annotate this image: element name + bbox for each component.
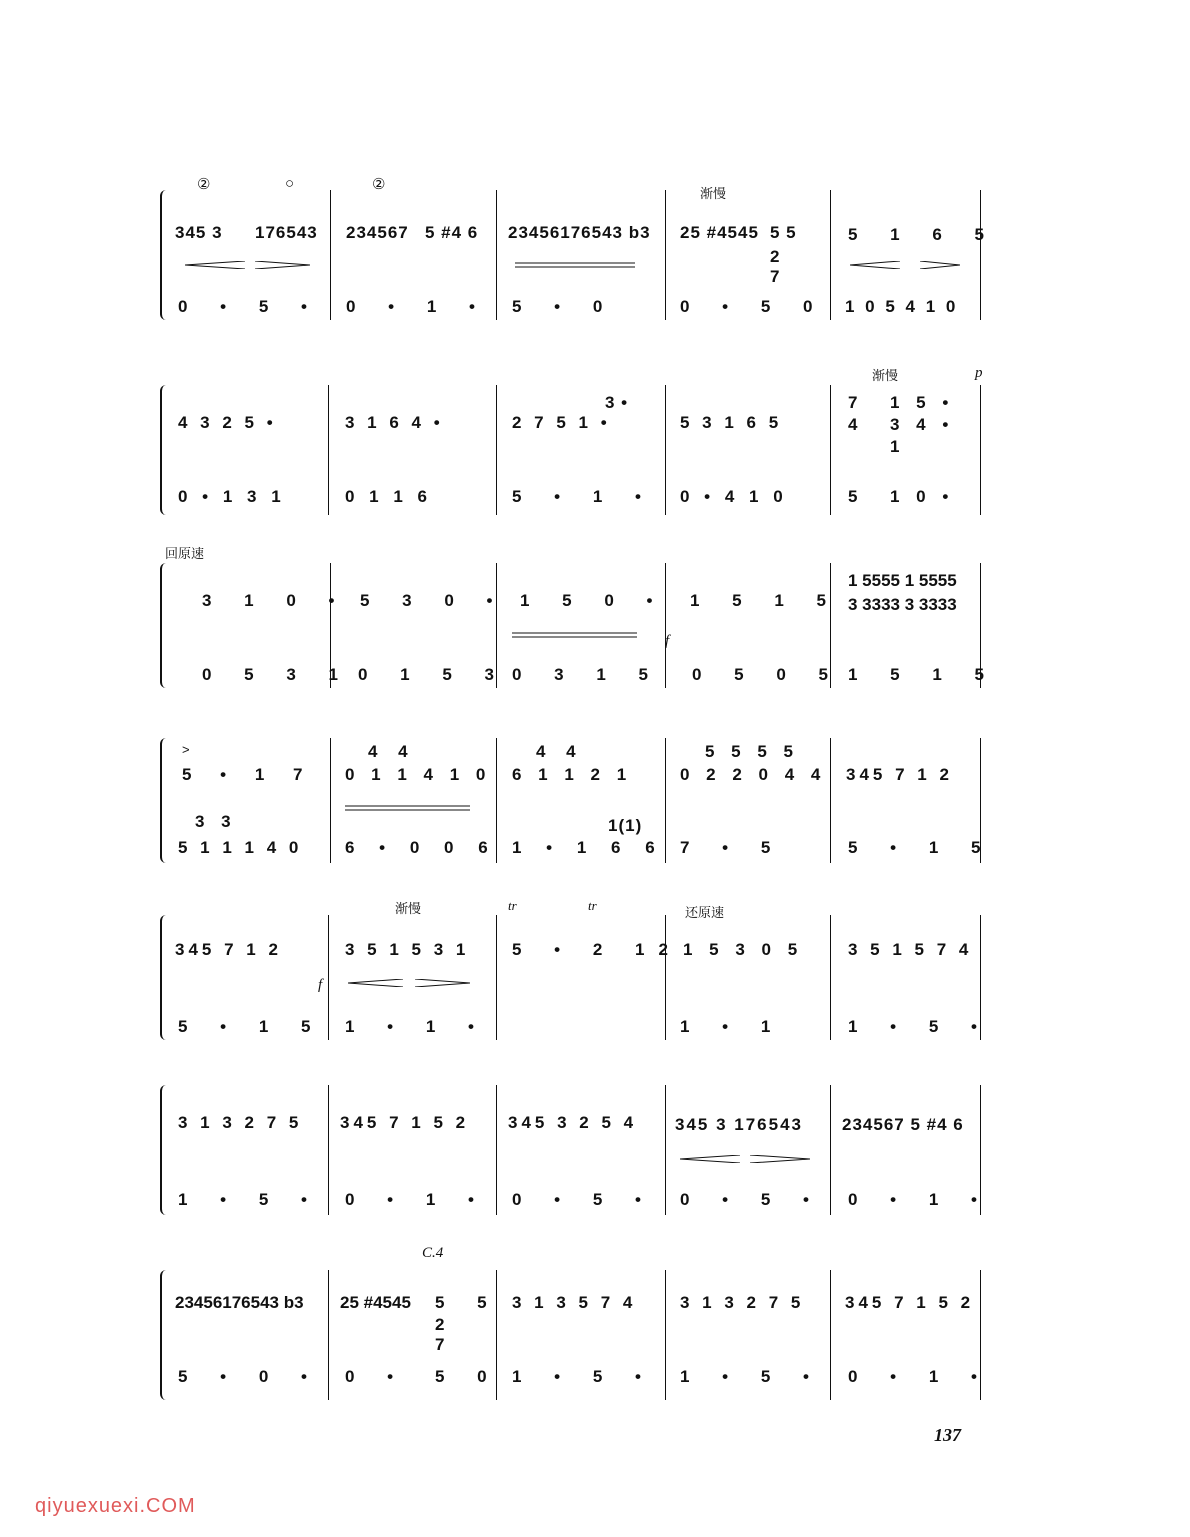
barline <box>665 915 666 1040</box>
lower-notes: 0 • 1 • <box>848 1367 991 1386</box>
upper-notes: 234567 5 #4 6 <box>842 1115 964 1134</box>
upper-notes: 5 3 0 • <box>360 591 507 610</box>
lower-notes: 5 • 0 <box>512 297 617 316</box>
barline <box>830 385 831 515</box>
lower-notes: 1 • 5 • <box>848 1017 991 1036</box>
barline <box>830 915 831 1040</box>
upper-notes: 3 1 3 5 7 4 <box>512 1293 637 1312</box>
lower-notes: 1 • 5 • <box>680 1367 823 1386</box>
inner-notes: 3 4 • <box>890 415 955 434</box>
system-brace <box>160 738 170 863</box>
upper-notes: 5 • 1 7 <box>182 765 315 784</box>
barline <box>330 190 331 320</box>
circle-two-mark: ② <box>372 176 386 193</box>
upper-notes: 3 1 0 • <box>202 591 349 610</box>
lower-notes: 0 1 5 3 <box>358 665 508 684</box>
trill-mark: tr <box>588 898 597 913</box>
tempo-marking: 回原速 <box>165 546 205 561</box>
circle-two-mark: ② <box>197 176 211 193</box>
watermark: qiyuexuexi.COM <box>35 1495 196 1517</box>
inner-notes: 2 <box>770 247 781 266</box>
barline <box>980 190 981 320</box>
lower-notes: 0 3 1 5 <box>512 665 662 684</box>
upper-notes: 345 3 <box>175 223 223 242</box>
upper-notes: 23456176543 b3 <box>175 1293 304 1312</box>
lower-notes: 0 • 5 0 <box>680 297 827 316</box>
barline <box>665 563 666 688</box>
barline <box>830 738 831 863</box>
upper-notes: 1 5 1 5 <box>690 591 840 610</box>
lower-notes: 0 • 5 • <box>512 1190 655 1209</box>
system-brace <box>160 1270 170 1400</box>
barline <box>980 385 981 515</box>
dynamic-marking: p <box>975 365 983 381</box>
lower-notes: 0 • 5 • <box>178 297 321 316</box>
lower-notes: 0 • 1 • <box>848 1190 991 1209</box>
lower-notes: 1 • 1 • <box>345 1017 488 1036</box>
lower-notes: 0 5 0 5 <box>692 665 842 684</box>
upper-notes: 1 5 0 • <box>520 591 667 610</box>
barline <box>496 385 497 515</box>
inner-notes: 3 3 <box>195 812 237 831</box>
upper-notes: 3 1 6 4 • <box>345 413 444 432</box>
system-brace <box>160 915 170 1040</box>
tempo-marking: 渐慢 <box>700 186 727 201</box>
upper-notes: 5 1 6 5 <box>848 225 998 244</box>
lower-notes: 5 • 1 5 <box>848 838 995 857</box>
score-system-4 <box>160 720 995 870</box>
upper-notes: 3 1 3 2 7 5 <box>680 1293 805 1312</box>
upper-notes: 2 7 5 1 • <box>512 413 611 432</box>
lower-notes: 5 • 0 • <box>178 1367 321 1386</box>
double-line <box>515 261 635 269</box>
lower-notes: 1 • 5 • <box>512 1367 655 1386</box>
inner-notes: 3 • <box>605 393 629 412</box>
barline <box>496 1085 497 1215</box>
inner-notes: 1(1) <box>608 816 643 835</box>
lower-notes: 0 1 1 6 <box>345 487 432 506</box>
inner-notes: 2 <box>435 1315 446 1334</box>
decrescendo-hairpin <box>415 979 470 987</box>
lower-notes: 1 0 5 4 1 0 <box>845 297 959 316</box>
lower-notes: 1 • 1 <box>680 1017 785 1036</box>
decrescendo-hairpin <box>255 261 310 269</box>
upper-notes: 4 3 2 5 • <box>178 413 277 432</box>
upper-notes: 345 3 2 5 4 <box>508 1113 638 1132</box>
upper-notes: 345 7 1 2 <box>175 940 282 959</box>
barline <box>330 738 331 863</box>
inner-notes: 7 <box>435 1335 446 1354</box>
lower-notes: 1 • 1 6 6 <box>512 838 665 857</box>
barline <box>830 190 831 320</box>
system-brace <box>160 385 170 515</box>
dynamic-marking: f <box>318 977 323 993</box>
barline <box>665 385 666 515</box>
upper-notes: 5 5 <box>435 1293 501 1312</box>
lower-notes: 0 • 1 3 1 <box>178 487 286 506</box>
lower-notes: 5 • 1 • <box>512 487 655 506</box>
upper-notes: 25 #4545 <box>340 1293 411 1312</box>
lower-notes: 5 • 1 5 <box>178 1017 325 1036</box>
inner-notes: 4 <box>848 415 859 434</box>
inner-notes: 1 <box>890 437 901 456</box>
upper-notes: 3 1 3 2 7 5 <box>178 1113 303 1132</box>
page-number: 137 <box>934 1425 961 1445</box>
crescendo-hairpin <box>185 261 245 269</box>
lower-notes: 6 • 0 0 6 <box>345 838 498 857</box>
barline <box>830 1270 831 1400</box>
upper-notes: 0 2 2 0 4 4 <box>680 765 827 784</box>
lower-notes: 5 0 <box>435 1367 501 1386</box>
barline <box>665 738 666 863</box>
upper-notes: 345 3 176543 <box>675 1115 803 1134</box>
accent-mark: > <box>182 742 190 757</box>
upper-notes: 6 1 1 2 1 <box>512 765 633 784</box>
score-system-2 <box>160 365 985 515</box>
barline <box>328 385 329 515</box>
upper-notes: 25 #4545 <box>680 223 759 242</box>
inner-notes: 7 <box>770 267 781 286</box>
score-system-6 <box>160 1085 991 1235</box>
barline <box>496 190 497 320</box>
score-system-1 <box>160 175 998 325</box>
system-brace <box>160 563 170 688</box>
upper-notes: 1 5555 1 5555 <box>848 571 957 590</box>
barline <box>496 915 497 1040</box>
barline <box>328 1085 329 1215</box>
crescendo-hairpin <box>850 261 900 269</box>
decrescendo-hairpin <box>750 1155 810 1163</box>
lower-notes: 7 • 5 <box>680 838 785 857</box>
system-brace <box>160 190 170 320</box>
tempo-marking: 还原速 <box>685 905 725 920</box>
upper-notes: 176543 <box>255 223 318 242</box>
upper-notes: 345 7 1 2 <box>846 765 953 784</box>
score-system-7 <box>160 1245 991 1405</box>
decrescendo-hairpin <box>920 261 960 269</box>
double-line <box>512 631 637 639</box>
upper-notes: 3 5 1 5 7 4 <box>848 940 973 959</box>
upper-notes: 5 5 <box>770 223 797 242</box>
upper-notes: 5 3 1 6 5 <box>680 413 783 432</box>
crescendo-hairpin <box>348 979 403 987</box>
system-brace <box>160 1085 170 1215</box>
upper-notes: 5 #4 6 <box>425 223 479 242</box>
upper-notes: 1 5 3 0 5 <box>683 940 804 959</box>
upper-notes: 0 1 1 4 1 0 <box>345 765 492 784</box>
lower-notes: 0 • 1 • <box>345 1190 488 1209</box>
upper-notes: 345 7 1 5 2 <box>340 1113 470 1132</box>
lower-notes: 1 0 • <box>890 487 955 506</box>
section-mark: C.4 <box>422 1245 444 1261</box>
dynamic-marking: f <box>665 633 670 649</box>
lower-notes: 0 • 5 • <box>680 1190 823 1209</box>
upper-notes: 345 7 1 5 2 <box>845 1293 975 1312</box>
crescendo-hairpin <box>680 1155 740 1163</box>
lower-notes: 1 • 5 • <box>178 1190 321 1209</box>
lower-notes: 0 • 1 • <box>346 297 489 316</box>
upper-notes: 234567 <box>346 223 409 242</box>
lower-notes: 5 <box>848 487 859 506</box>
tempo-marking: 渐慢 <box>395 901 422 916</box>
score-system-3 <box>160 543 998 693</box>
lower-notes: 0 • <box>345 1367 408 1386</box>
barline <box>830 1085 831 1215</box>
barline <box>665 1270 666 1400</box>
barline <box>665 190 666 320</box>
upper-notes: 5 • 2 12 <box>512 940 682 959</box>
lower-notes: 0 • 4 1 0 <box>680 487 788 506</box>
tempo-marking: 渐慢 <box>872 368 899 383</box>
lower-notes: 0 5 3 1 <box>202 665 352 684</box>
upper-notes: 3 3333 3 3333 <box>848 595 957 614</box>
upper-dots: 4 4 <box>368 742 416 761</box>
upper-dots: 4 4 <box>536 742 584 761</box>
double-line <box>345 804 470 812</box>
barline <box>328 1270 329 1400</box>
upper-notes: 3 5 1 5 3 1 <box>345 940 470 959</box>
upper-dots: 5 5 5 5 <box>705 742 799 761</box>
upper-notes: 7 <box>848 393 859 412</box>
upper-notes: 23456176543 b3 <box>508 223 651 242</box>
lower-notes: 5 1 1 1 4 0 <box>178 838 303 857</box>
barline <box>328 915 329 1040</box>
trill-mark: tr <box>508 898 517 913</box>
score-system-5 <box>160 895 991 1045</box>
upper-notes: 1 5 • <box>890 393 955 412</box>
barline <box>665 1085 666 1215</box>
circle-mark: ○ <box>285 175 295 192</box>
lower-notes: 1 5 1 5 <box>848 665 998 684</box>
